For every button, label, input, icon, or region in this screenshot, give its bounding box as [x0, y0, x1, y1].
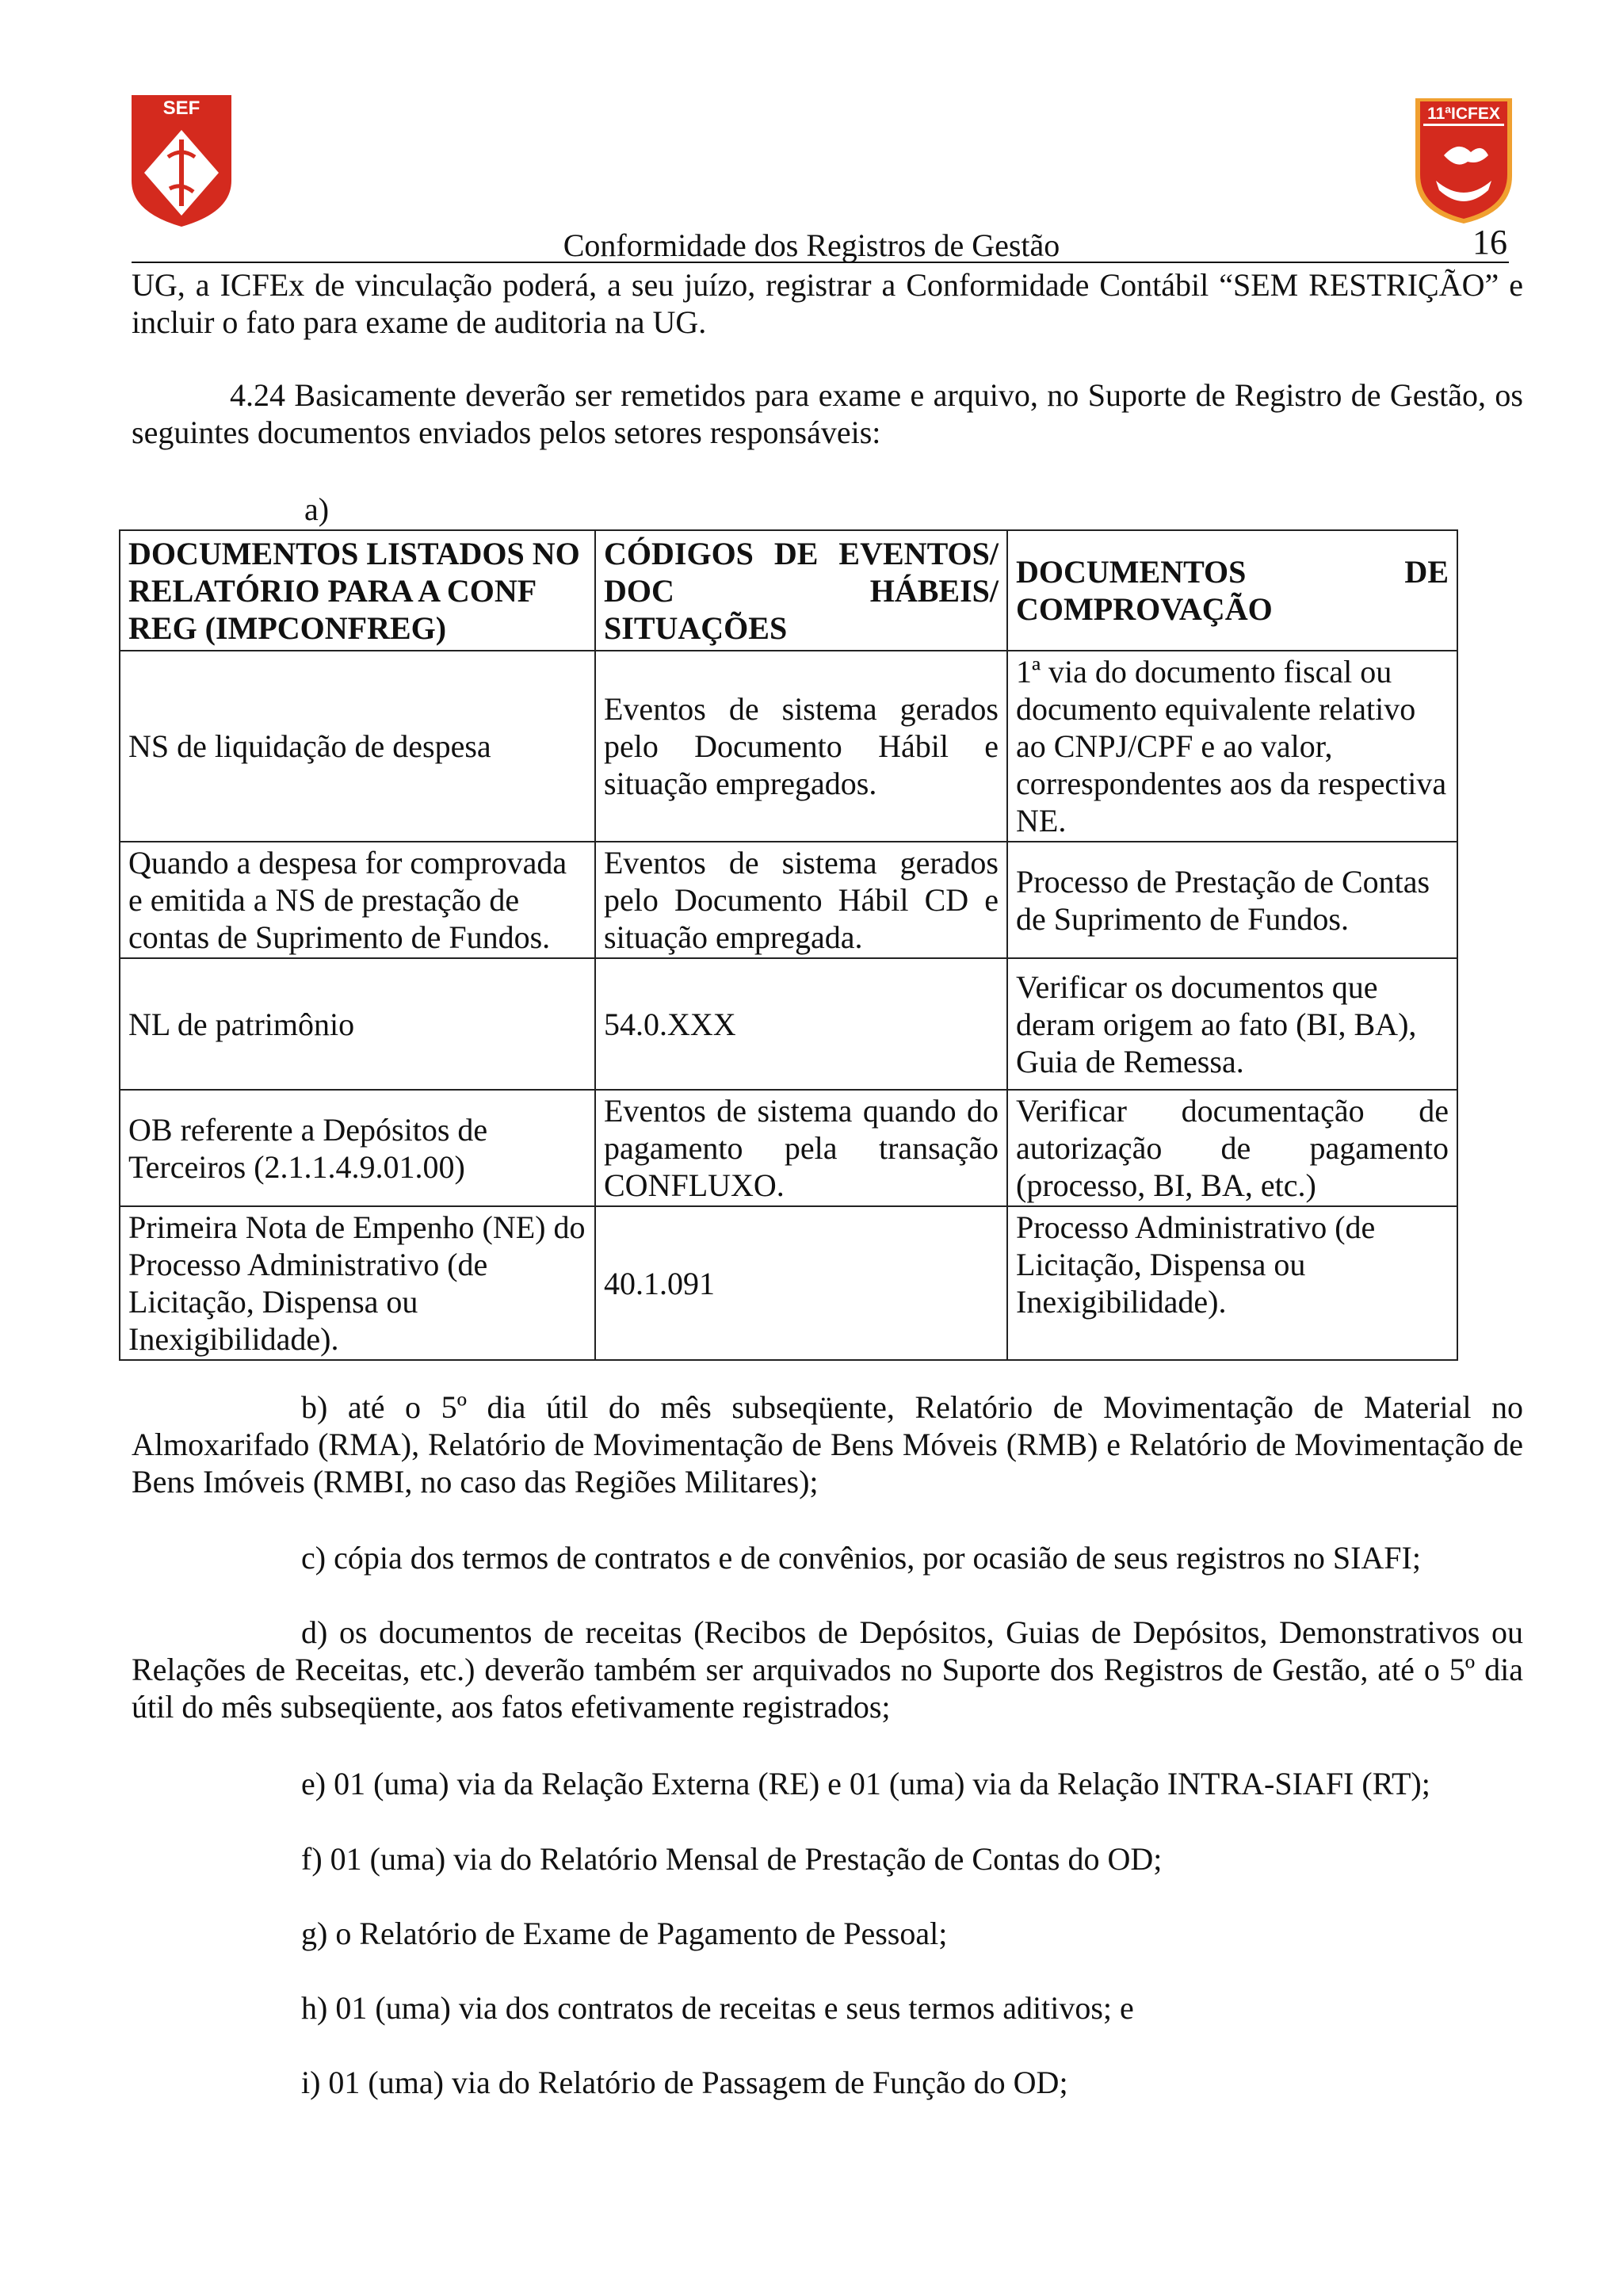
item-h: h) 01 (uma) via dos contratos de receitas e seus termos aditivos; e [301, 1990, 1134, 2026]
table-cell: Verificar os documentos que deram origem ao fato (BI, BA), Guia de Remessa. [1007, 958, 1457, 1090]
item-f: f) 01 (uma) via do Relatório Mensal de Prestação de Contas do OD; [301, 1841, 1163, 1877]
item-a-label: a) [304, 491, 330, 527]
header-title: Conformidade dos Registros de Gestão [563, 227, 1060, 263]
table-cell: OB referente a Depósitos de Terceiros (2.1.1.4.9.01.00) [120, 1090, 595, 1206]
item-i: i) 01 (uma) via do Relatório de Passagem de Função do OD; [301, 2065, 1068, 2100]
table-row [120, 1206, 1457, 1360]
icfex-logo-text: 11ªICFEX [1427, 105, 1500, 123]
table-header-row [120, 530, 1457, 651]
table-cell: Eventos de sistema gerados pelo Documento Hábil e situação empregados. [595, 651, 1007, 842]
table-cell: Processo de Prestação de Contas de Suprimento de Fundos. [1007, 842, 1457, 958]
table-cell: Eventos de sistema gerados pelo Documento Hábil CD e situação empregada. [595, 842, 1007, 958]
table-cell: 54.0.XXX [595, 958, 1007, 1090]
table-cell: Quando a despesa for comprovada e emitida a NS de prestação de contas de Suprimento de Fundos. [120, 842, 595, 958]
table-row [120, 842, 1457, 958]
header-divider [132, 262, 1509, 263]
table-header-cell: DOCUMENTOS LISTADOS NO RELATÓRIO PARA A CONF REG (IMPCONFREG) [120, 530, 595, 651]
table-row [120, 651, 1457, 842]
table-cell: 1ª via do documento fiscal ou documento equivalente relativo ao CNPJ/CPF e ao valor, correspondentes aos da respectiva NE. [1007, 651, 1457, 842]
table-row [120, 1090, 1457, 1206]
sef-shield-logo [130, 94, 233, 228]
item-b: b) até o 5º dia útil do mês subseqüente, Relatório de Movimentação de Material no Almoxarifado (RMA), Relatório de Movimentação de Bens Móveis (RMB) e Relatório de Movimentação de Bens Imóveis (RMBI, no caso das Regiões Militares); [132, 1389, 1523, 1499]
sef-logo-text: SEF [162, 97, 200, 119]
icfex-shield-logo [1412, 94, 1515, 225]
table-cell: NS de liquidação de despesa [120, 651, 595, 842]
table-cell: Verificar documentação de autorização de pagamento (processo, BI, BA, etc.) [1007, 1090, 1457, 1206]
item-g: g) o Relatório de Exame de Pagamento de Pessoal; [301, 1916, 948, 1951]
item-e: e) 01 (uma) via da Relação Externa (RE) e 01 (uma) via da Relação INTRA-SIAFI (RT); [301, 1766, 1430, 1801]
table-cell: 40.1.091 [595, 1206, 1007, 1360]
table-header-cell: DOCUMENTOS DE COMPROVAÇÃO [1007, 530, 1457, 651]
paragraph-continuation: UG, a ICFEx de vinculação poderá, a seu juízo, registrar a Conformidade Contábil “SEM RESTRIÇÃO” e incluir o fato para exame de auditoria na UG. [132, 267, 1523, 340]
table-row [120, 958, 1457, 1090]
page-number: 16 [1472, 223, 1507, 262]
paragraph-4-24: 4.24 Basicamente deverão ser remetidos para exame e arquivo, no Suporte de Registro de Gestão, os seguintes documentos enviados pelos setores responsáveis: [132, 377, 1523, 450]
table-cell: Processo Administrativo (de Licitação, Dispensa ou Inexigibilidade). [1007, 1206, 1457, 1360]
documents-table [119, 529, 1458, 1361]
table-cell: NL de patrimônio [120, 958, 595, 1090]
table-cell: Eventos de sistema quando do pagamento pela transação CONFLUXO. [595, 1090, 1007, 1206]
item-c: c) cópia dos termos de contratos e de convênios, por ocasião de seus registros no SIAFI; [301, 1540, 1421, 1576]
item-d: d) os documentos de receitas (Recibos de Depósitos, Guias de Depósitos, Demonstrativos ou Relações de Receitas, etc.) deverão também ser arquivados no Suporte dos Registros de Gestão, até o 5º dia útil do mês subseqüente, aos fatos efetivamente registrados; [132, 1614, 1523, 1725]
table-header-cell: CÓDIGOS DE EVENTOS/ DOC HÁBEIS/ SITUAÇÕES [595, 530, 1007, 651]
table-cell: Primeira Nota de Empenho (NE) do Processo Administrativo (de Licitação, Dispensa ou Inexigibilidade). [120, 1206, 595, 1360]
